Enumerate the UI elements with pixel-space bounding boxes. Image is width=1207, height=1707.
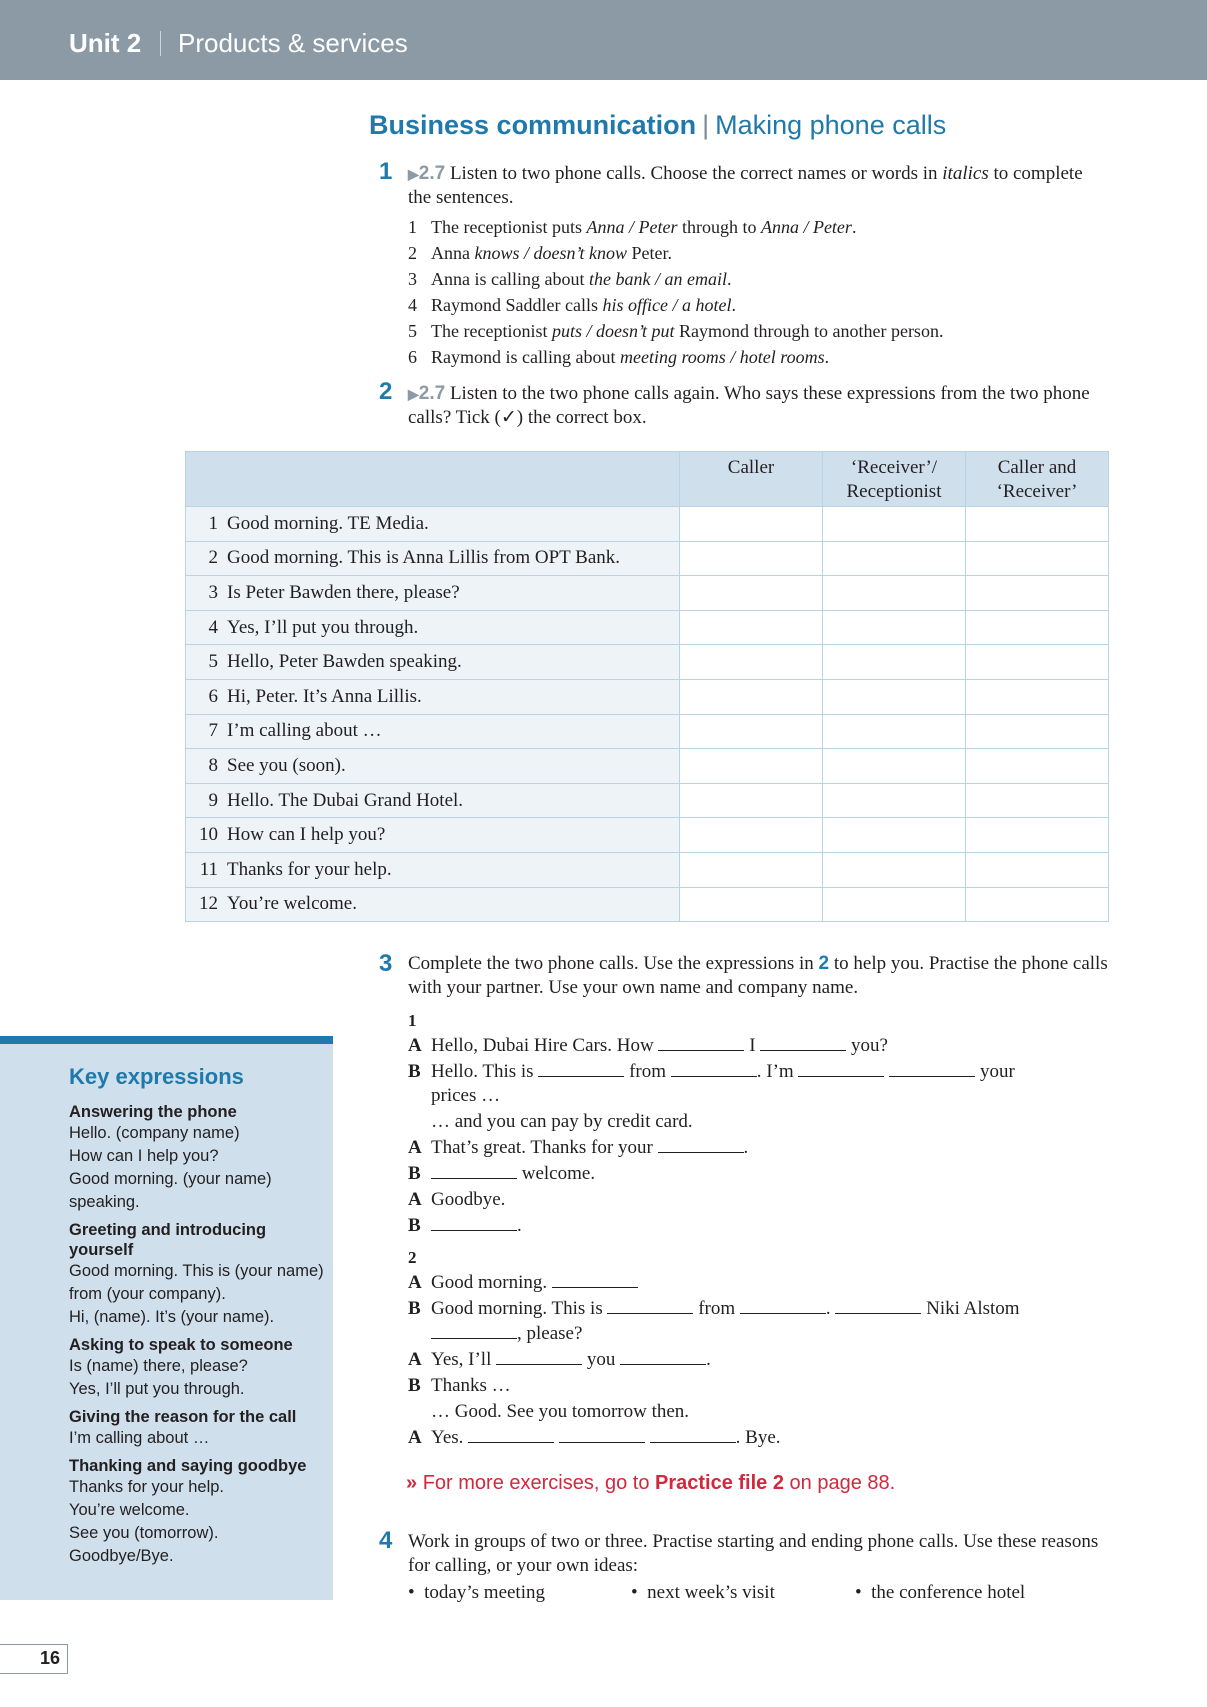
choice-option[interactable]: meeting rooms / hotel rooms — [619, 347, 825, 367]
dialogue-line — [408, 1059, 1015, 1085]
table-row — [186, 679, 1109, 714]
item-text: Anna is calling about — [431, 269, 589, 289]
ex3-instruction-part-b: to help you. Practise the phone calls with your partner. Use your own name and company name. — [408, 953, 1108, 998]
tick-box-receiver[interactable] — [823, 714, 966, 749]
item-text: The receptionist — [431, 321, 552, 341]
key-line: Goodbye/Bye. — [69, 1547, 174, 1565]
expression-cell — [186, 645, 680, 680]
blank-field[interactable] — [496, 1347, 582, 1365]
table-row — [186, 507, 1109, 542]
list-item — [408, 266, 943, 292]
item-number: 1 — [408, 217, 417, 237]
tick-box-both[interactable] — [966, 679, 1109, 714]
expression-text: Thanks for your help. — [227, 858, 392, 880]
tick-box-receiver[interactable] — [823, 749, 966, 784]
bullet-item — [631, 1582, 775, 1604]
expression-cell — [186, 852, 680, 887]
speaker: A — [408, 1272, 422, 1293]
section-heading — [369, 110, 946, 141]
row-number: 8 — [208, 754, 218, 776]
expression-text: How can I help you? — [227, 824, 386, 846]
tick-box-caller[interactable] — [680, 852, 823, 887]
choice-option[interactable]: Anna / Peter — [586, 217, 678, 237]
list-item — [408, 318, 943, 344]
table-header-row — [186, 452, 1109, 507]
play-icon: ▶ — [408, 386, 419, 402]
row-number: 2 — [208, 547, 218, 569]
item-text: . — [851, 217, 857, 237]
choice-option[interactable]: his office / a hotel — [602, 295, 732, 315]
key-line: Hi, (name). It’s (your name). — [69, 1308, 275, 1326]
expression-cell — [186, 749, 680, 784]
practice-text: For more exercises, go to — [422, 1472, 655, 1494]
exercise-1-number: 1 — [379, 158, 393, 185]
double-chevron-icon: » — [406, 1472, 418, 1494]
speaker: A — [408, 1137, 422, 1158]
exercise-2-number: 2 — [379, 378, 393, 405]
expression-cell — [186, 610, 680, 645]
expression-text: Is Peter Bawden there, please? — [227, 581, 460, 603]
row-number: 3 — [208, 581, 218, 603]
dialogue-line — [408, 1373, 511, 1399]
key-group-heading: Answering the phone — [69, 1103, 237, 1121]
call-2-label: 2 — [408, 1248, 417, 1267]
expression-text: Hello. The Dubai Grand Hotel. — [227, 789, 464, 811]
choice-option[interactable]: knows / doesn’t know — [474, 243, 627, 263]
dialogue-text: . — [825, 1298, 831, 1319]
tick-box-caller[interactable] — [680, 541, 823, 576]
dialogue-line — [408, 1187, 505, 1213]
blank-field[interactable] — [658, 1033, 744, 1051]
key-line: You’re welcome. — [69, 1501, 190, 1519]
heading-divider: | — [702, 110, 710, 140]
dialogue-line: … Good. See you tomorrow then. — [431, 1401, 690, 1422]
table-row — [186, 576, 1109, 611]
speaker: B — [408, 1061, 421, 1082]
speaker: A — [408, 1427, 422, 1448]
item-number: 4 — [408, 295, 417, 315]
tick-box-receiver[interactable] — [823, 610, 966, 645]
blank-field[interactable] — [431, 1161, 517, 1179]
expression-text: You’re welcome. — [227, 893, 357, 915]
table-row — [186, 714, 1109, 749]
ex1-instruction-italic: italics — [942, 163, 989, 184]
dialogue-text: . — [743, 1137, 749, 1158]
speaker: B — [408, 1375, 421, 1396]
expression-text: Hi, Peter. It’s Anna Lillis. — [227, 685, 422, 707]
expression-cell — [186, 714, 680, 749]
expression-cell — [186, 576, 680, 611]
tick-box-receiver[interactable] — [823, 887, 966, 922]
blank-field[interactable] — [889, 1059, 975, 1077]
key-line: How can I help you? — [69, 1147, 219, 1165]
exercise-reference: 2 — [818, 953, 830, 974]
key-line: Good morning. This is (your name) from (your company). — [69, 1262, 324, 1303]
section-title-bold: Business communication — [369, 110, 697, 140]
blank-field[interactable] — [760, 1033, 846, 1051]
blank-field[interactable] — [431, 1321, 517, 1339]
row-number: 5 — [208, 651, 218, 673]
table-row — [186, 749, 1109, 784]
expression-text: Good morning. This is Anna Lillis from OPT Bank. — [227, 547, 621, 569]
item-text: through to — [677, 217, 761, 237]
dialogue-text: Goodbye. — [431, 1189, 506, 1210]
choice-option[interactable]: puts / doesn’t put — [551, 321, 675, 341]
dialogue-text: Hello, Dubai Hire Cars. How — [431, 1035, 654, 1056]
exercise-4-instruction: Work in groups of two or three. Practise starting and ending phone calls. Use these reasons for calling, or your own ideas: — [408, 1531, 1099, 1576]
audio-track-1[interactable] — [408, 163, 445, 184]
tick-box-receiver[interactable] — [823, 679, 966, 714]
tick-box-receiver[interactable] — [823, 818, 966, 853]
blank-field[interactable] — [431, 1213, 517, 1231]
expression-cell — [186, 887, 680, 922]
dialogue-line — [408, 1033, 888, 1059]
blank-field[interactable] — [620, 1347, 706, 1365]
tick-box-both[interactable] — [966, 576, 1109, 611]
key-expressions-title: Key expressions — [69, 1064, 244, 1089]
dialogue-text: . — [517, 1215, 522, 1236]
column-header-both: Caller and ‘Receiver’ — [966, 452, 1109, 507]
dialogue-line: prices … — [431, 1085, 501, 1106]
play-icon: ▶ — [408, 166, 419, 182]
call-1-label: 1 — [408, 1011, 417, 1030]
item-number: 2 — [408, 243, 417, 263]
speaker: A — [408, 1349, 422, 1370]
tick-box-both[interactable] — [966, 507, 1109, 542]
dialogue-text: from — [698, 1298, 736, 1319]
dialogue-text: you — [586, 1349, 616, 1370]
row-number: 7 — [208, 720, 218, 742]
item-text: Raymond Saddler calls — [431, 295, 603, 315]
dialogue-text: Yes. — [431, 1427, 464, 1448]
expression-cell — [186, 541, 680, 576]
bullet-item — [408, 1582, 545, 1604]
expression-cell — [186, 818, 680, 853]
dialogue-text: Niki Alstom — [926, 1298, 1020, 1319]
tick-box-receiver[interactable] — [823, 645, 966, 680]
dialogue-line — [408, 1213, 522, 1239]
dialogue-text: Hello. This is — [431, 1061, 534, 1082]
tick-box-caller[interactable] — [680, 818, 823, 853]
bullet-text: today’s meeting — [424, 1582, 545, 1603]
dialogue-line — [431, 1321, 582, 1347]
dialogue-text: Yes, I’ll — [431, 1349, 492, 1370]
table-row — [186, 783, 1109, 818]
exercise-1-list — [408, 214, 943, 370]
speaker: B — [408, 1298, 421, 1319]
blank-field[interactable] — [671, 1059, 757, 1077]
item-text: Anna — [431, 243, 475, 263]
practice-file-name: Practice file 2 — [655, 1472, 784, 1494]
column-header-receiver: ‘Receiver’/ Receptionist — [823, 452, 966, 507]
section-title-rest: Making phone calls — [715, 110, 947, 140]
audio-track-2-label: 2.7 — [418, 383, 446, 404]
tick-box-both[interactable] — [966, 852, 1109, 887]
table-row — [186, 645, 1109, 680]
blank-field[interactable] — [468, 1425, 554, 1443]
row-number: 12 — [199, 893, 218, 915]
choice-option[interactable]: the bank / an email — [588, 269, 727, 289]
tick-box-caller[interactable] — [680, 887, 823, 922]
bullet-icon: • — [408, 1582, 415, 1603]
audio-track-2[interactable] — [408, 383, 445, 404]
tick-box-receiver[interactable] — [823, 852, 966, 887]
page-number: 16 — [0, 1644, 68, 1674]
unit-header-bar — [0, 0, 1207, 80]
bullet-item — [855, 1582, 1025, 1604]
blank-field[interactable] — [650, 1425, 736, 1443]
dialogue-text: . I’m — [756, 1061, 794, 1082]
item-text: Raymond through to another person. — [674, 321, 944, 341]
speaker: B — [408, 1163, 421, 1184]
dialogue-line: … and you can pay by credit card. — [431, 1111, 693, 1132]
unit-title: Products & services — [178, 28, 408, 58]
key-expressions-box — [0, 1044, 333, 1600]
table-row — [186, 818, 1109, 853]
tick-box-caller[interactable] — [680, 645, 823, 680]
tick-box-both[interactable] — [966, 714, 1109, 749]
dialogue-text: That’s great. Thanks for your — [431, 1137, 653, 1158]
tick-box-caller[interactable] — [680, 679, 823, 714]
item-number: 6 — [408, 347, 417, 367]
key-line: Hello. (company name) — [69, 1124, 240, 1142]
exercise-1-instruction — [408, 162, 1108, 210]
practice-text: on page 88. — [783, 1472, 896, 1494]
bullet-icon: • — [855, 1582, 862, 1603]
tick-box-receiver[interactable] — [823, 541, 966, 576]
list-item — [408, 344, 943, 370]
key-line: Is (name) there, please? — [69, 1357, 248, 1375]
row-number: 9 — [208, 789, 218, 811]
tick-box-caller[interactable] — [680, 714, 823, 749]
item-text: Raymond is calling about — [431, 347, 620, 367]
row-number: 11 — [199, 858, 218, 880]
item-number: 3 — [408, 269, 417, 289]
dialogue-text: Thanks … — [431, 1375, 511, 1396]
row-number: 6 — [208, 685, 218, 707]
tick-box-caller[interactable] — [680, 610, 823, 645]
expression-cell — [186, 783, 680, 818]
item-text: . — [726, 269, 732, 289]
exercise-3-number: 3 — [379, 950, 393, 977]
expression-cell — [186, 679, 680, 714]
tick-box-receiver[interactable] — [823, 783, 966, 818]
dialogue-line — [408, 1347, 711, 1373]
dialogue-line — [408, 1135, 748, 1161]
dialogue-text: welcome. — [521, 1163, 596, 1184]
tick-box-both[interactable] — [966, 818, 1109, 853]
key-group-heading: Greeting and introducing yourself — [69, 1221, 267, 1259]
header-divider — [160, 31, 161, 56]
blank-field[interactable] — [607, 1296, 693, 1314]
blank-field[interactable] — [552, 1270, 638, 1288]
exercise-3-instruction — [408, 952, 1108, 1000]
key-line: I’m calling about … — [69, 1429, 210, 1447]
dialogue-line — [408, 1161, 595, 1187]
tick-box-both[interactable] — [966, 749, 1109, 784]
ex1-instruction-part-a: Listen to two phone calls. Choose the correct names or words in — [449, 163, 943, 184]
table-row — [186, 887, 1109, 922]
tick-box-both[interactable] — [966, 887, 1109, 922]
expression-cell — [186, 507, 680, 542]
list-item — [408, 214, 943, 240]
blank-field[interactable] — [740, 1296, 826, 1314]
dialogue-text: , please? — [517, 1323, 583, 1344]
speaker: B — [408, 1215, 421, 1236]
blank-field[interactable] — [658, 1135, 744, 1153]
ex1-instruction-part-b: to complete the sentences. — [408, 163, 1083, 208]
table-row — [186, 610, 1109, 645]
table-row — [186, 541, 1109, 576]
bullet-icon: • — [631, 1582, 638, 1603]
tick-table — [185, 451, 1109, 922]
tick-box-caller[interactable] — [680, 783, 823, 818]
tick-box-caller[interactable] — [680, 507, 823, 542]
tick-box-caller[interactable] — [680, 749, 823, 784]
tick-box-both[interactable] — [966, 645, 1109, 680]
item-text: The receptionist puts — [431, 217, 587, 237]
key-group-heading: Asking to speak to someone — [69, 1336, 293, 1354]
dialogue-text: . Bye. — [735, 1427, 781, 1448]
list-item — [408, 292, 943, 318]
dialogue-line — [408, 1296, 1020, 1322]
dialogue-line — [408, 1425, 781, 1451]
tick-box-both[interactable] — [966, 541, 1109, 576]
key-line: Good morning. (your name) speaking. — [69, 1170, 272, 1211]
dialogue-text: you? — [851, 1035, 888, 1056]
dialogue-text: I — [749, 1035, 756, 1056]
tick-box-receiver[interactable] — [823, 507, 966, 542]
expression-text: Good morning. TE Media. — [227, 512, 429, 534]
dialogue-text: Good morning. — [431, 1272, 548, 1293]
expression-text: See you (soon). — [227, 754, 346, 776]
key-line: Yes, I’ll put you through. — [69, 1380, 245, 1398]
exercise-4-number: 4 — [379, 1527, 393, 1554]
expression-text: Hello, Peter Bawden speaking. — [227, 651, 462, 673]
dialogue-line — [408, 1270, 638, 1296]
tick-box-receiver[interactable] — [823, 576, 966, 611]
key-line: Thanks for your help. — [69, 1478, 224, 1496]
speaker: A — [408, 1189, 422, 1210]
tick-box-both[interactable] — [966, 783, 1109, 818]
ex2-instruction-text: Listen to the two phone calls again. Who says these expressions from the two phone calls? Tick (✓) the correct box. — [408, 383, 1090, 428]
key-line: See you (tomorrow). — [69, 1524, 219, 1542]
column-header-caller: Caller — [680, 452, 823, 507]
tick-box-caller[interactable] — [680, 576, 823, 611]
unit-label: Unit 2 — [69, 28, 142, 58]
row-number: 10 — [199, 824, 218, 846]
dialogue-text: your — [979, 1061, 1015, 1082]
blank-field[interactable] — [559, 1425, 645, 1443]
row-number: 1 — [208, 512, 218, 534]
item-text: . — [731, 295, 736, 315]
row-number: 4 — [208, 616, 218, 638]
speaker: A — [408, 1035, 422, 1056]
dialogue-text: . — [706, 1349, 711, 1370]
key-group-heading: Giving the reason for the call — [69, 1408, 297, 1426]
bullet-text: next week’s visit — [647, 1582, 775, 1603]
item-text: Peter. — [627, 243, 672, 263]
item-number: 5 — [408, 321, 417, 341]
key-group-heading: Thanking and saying goodbye — [69, 1457, 307, 1475]
audio-track-1-label: 2.7 — [418, 163, 446, 184]
blank-field[interactable] — [538, 1059, 624, 1077]
exercise-2-instruction — [408, 382, 1108, 430]
dialogue-text: Good morning. This is — [431, 1298, 603, 1319]
blank-field[interactable] — [835, 1296, 921, 1314]
bullet-text: the conference hotel — [871, 1582, 1026, 1603]
table-row — [186, 852, 1109, 887]
item-text: . — [824, 347, 830, 367]
key-expressions-rule — [0, 1036, 333, 1044]
practice-file-link[interactable] — [406, 1472, 895, 1495]
table-header-blank — [186, 452, 680, 507]
ex3-instruction-part-a: Complete the two phone calls. Use the expressions in — [408, 953, 819, 974]
expression-text: I’m calling about … — [227, 720, 382, 742]
tick-box-both[interactable] — [966, 610, 1109, 645]
list-item — [408, 240, 943, 266]
choice-option[interactable]: Anna / Peter — [760, 217, 852, 237]
dialogue-text: from — [629, 1061, 667, 1082]
expression-text: Yes, I’ll put you through. — [227, 616, 419, 638]
blank-field[interactable] — [798, 1059, 884, 1077]
